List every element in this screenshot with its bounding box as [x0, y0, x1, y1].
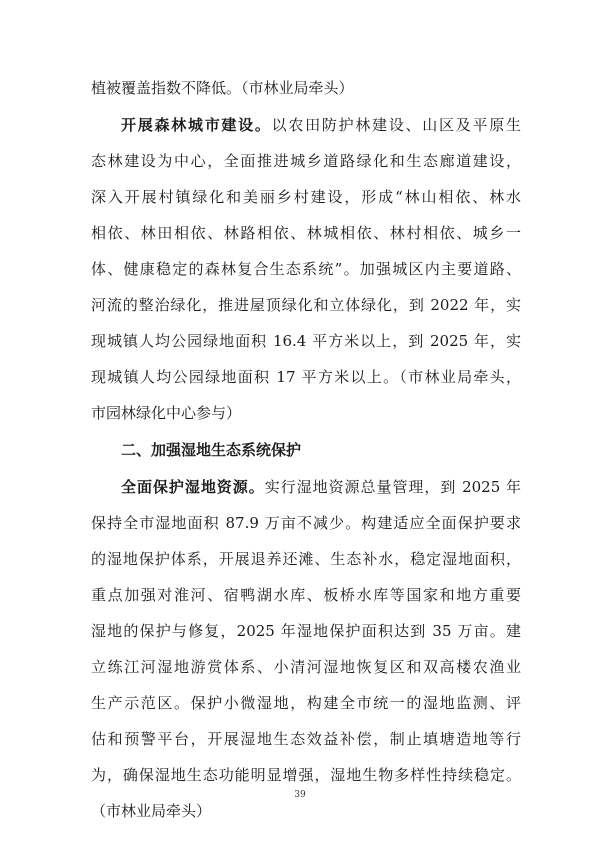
section-heading: 二、加强湿地生态系统保护	[121, 441, 302, 459]
text-line: 深入开展村镇绿化和美丽乡村建设，形成“林山相依、林水	[91, 188, 521, 206]
paragraph-lead: 开展森林城市建设。	[121, 116, 272, 134]
text-line: 立练江河湿地游赏体系、小清河湿地恢复区和双高楼农渔业	[91, 658, 521, 676]
text-line: 重点加强对淮河、宿鸭湖水库、板桥水库等国家和地方重要	[91, 586, 521, 604]
text-line	[121, 477, 521, 497]
text-span: 以农田防护林建设、山区及平原生	[271, 116, 521, 134]
text-line: 现城镇人均公园绿地面积 16.4 平方米以上，到 2025 年，实	[91, 332, 521, 350]
text-line: 河流的整治绿化，推进屋顶绿化和立体绿化，到 2022 年，实	[91, 296, 521, 314]
text-line: 湿地的保护与修复，2025 年湿地保护面积达到 35 万亩。建	[91, 622, 521, 640]
text-line	[121, 115, 521, 135]
text-line: （市林业局牵头）	[91, 802, 212, 820]
text-line: 市园林绿化中心参与）	[91, 404, 242, 422]
text-line: 生产示范区。保护小微湿地，构建全市统一的湿地监测、评	[91, 694, 521, 712]
text-line: 的湿地保护体系，开展退养还滩、生态补水，稳定湿地面积，	[91, 550, 521, 568]
page-number: 39	[294, 790, 306, 800]
text-line: 态林建设为中心，全面推进城乡道路绿化和生态廊道建设，	[91, 152, 521, 170]
text-span: 实行湿地资源总量管理，到 2025 年	[264, 478, 521, 496]
text-line: 估和预警平台，开展湿地生态效益补偿，制止填塘造地等行	[91, 730, 521, 748]
text-line: 相依、林田相依、林路相依、林城相依、林村相依、城乡一	[91, 224, 521, 242]
text-line: 为，确保湿地生态功能明显增强，湿地生物多样性持续稳定。	[91, 766, 521, 784]
text-line: 体、健康稳定的森林复合生态系统”。加强城区内主要道路、	[91, 260, 521, 278]
text-line: 保持全市湿地面积 87.9 万亩不减少。构建适应全面保护要求	[91, 514, 521, 532]
text-line: 现城镇人均公园绿地面积 17 平方米以上。（市林业局牵头，	[91, 368, 521, 386]
text-line: 植被覆盖指数不降低。（市林业局牵头）	[91, 79, 354, 97]
paragraph-lead: 全面保护湿地资源。	[121, 478, 265, 496]
